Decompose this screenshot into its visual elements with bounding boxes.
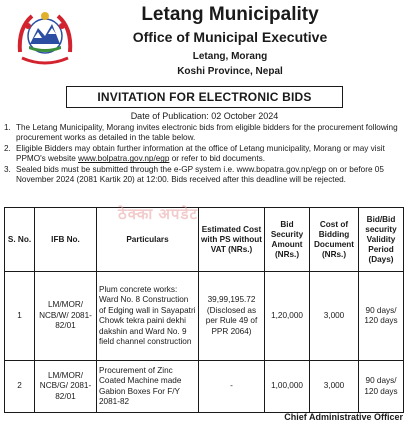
cell-bid-security: 1,20,000 <box>265 272 310 361</box>
instruction-text <box>16 144 404 165</box>
notice-banner: INVITATION FOR ELECTRONIC BIDS <box>66 86 343 108</box>
header-particulars: Particulars <box>97 208 199 272</box>
header-ifb-no: IFB No. <box>35 208 97 272</box>
cell-sno: 1 <box>5 272 35 361</box>
ppmo-website-link[interactable]: www.bolpatra.gov.np/egp <box>78 154 170 164</box>
cell-estimated-cost: - <box>199 361 265 413</box>
bids-table <box>4 207 404 413</box>
header-bid-security: Bid Security Amount (NRs.) <box>265 208 310 272</box>
cell-particulars: Plum concrete works: Ward No. 8 Construction of Edging wall in Sayapatri Chowk tekra paini dekhi dakshin and Ward No. 9 field channel construction <box>97 272 199 361</box>
municipality-title: Letang Municipality <box>141 4 319 25</box>
instruction-text-part: Eligible Bidders may obtain further information at the office of Letang municipality, Morang or may visit PPMO's website <box>16 143 385 164</box>
header-document-cost: Cost of Bidding Document (NRs.) <box>310 208 359 272</box>
province-line: Koshi Province, Nepal <box>177 66 283 77</box>
cell-ifb-no: LM/MOR/ NCB/G/ 2081-82/01 <box>35 361 97 413</box>
instruction-item <box>4 144 404 165</box>
instruction-text: Sealed bids must be submitted through the e-GP system i.e. www.bopatra.gov.np/egp on or before 05 November 2024 (2081 Kartik 20) at 12:00. Bids received after this deadline will be rejected. <box>16 164 384 185</box>
cell-sno: 2 <box>5 361 35 413</box>
cell-particulars: Procurement of Zinc Coated Machine made Gabion Boxes For F/Y 2081-82 <box>97 361 199 413</box>
header-estimated-cost: Estimated Cost with PS without VAT (NRs.) <box>199 208 265 272</box>
instruction-item <box>4 123 404 144</box>
cell-ifb-no: LM/MOR/ NCB/W/ 2081-82/01 <box>35 272 97 361</box>
location-line: Letang, Morang <box>192 51 268 62</box>
instruction-number: 1. <box>4 123 11 132</box>
publication-date: Date of Publication: 02 October 2024 <box>130 111 279 121</box>
instruction-number: 3. <box>4 164 11 174</box>
cell-validity: 90 days/ 120 days <box>359 361 404 413</box>
table-row <box>5 272 404 361</box>
office-title: Office of Municipal Executive <box>132 29 328 45</box>
cell-document-cost: 3,000 <box>310 361 359 413</box>
watermark-text: ठेक्का अपडेट <box>118 206 199 223</box>
cell-estimated-cost: 39,99,195.72 (Disclosed as per Rule 49 of PPR 2064) <box>199 272 265 361</box>
cell-document-cost: 3,000 <box>310 272 359 361</box>
cell-bid-security: 1,00,000 <box>265 361 310 413</box>
header-validity: Bid/Bid security Validity Period (Days) <box>359 208 404 272</box>
instruction-text: The Letang Municipality, Morang invites electronic bids from eligible bidders for the procurement following procurement works as detailed in the table below. <box>16 123 398 143</box>
header-sno: S. No. <box>5 208 35 272</box>
instruction-item <box>4 165 404 186</box>
instructions-list <box>4 123 404 185</box>
instruction-text-part: or refer to bid documents. <box>169 154 265 164</box>
cell-validity: 90 days/ 120 days <box>359 272 404 361</box>
table-header-row <box>5 208 404 272</box>
instruction-number: 2. <box>4 143 11 153</box>
signoff-title: Chief Administrative Officer <box>284 412 403 422</box>
table-row <box>5 361 404 413</box>
